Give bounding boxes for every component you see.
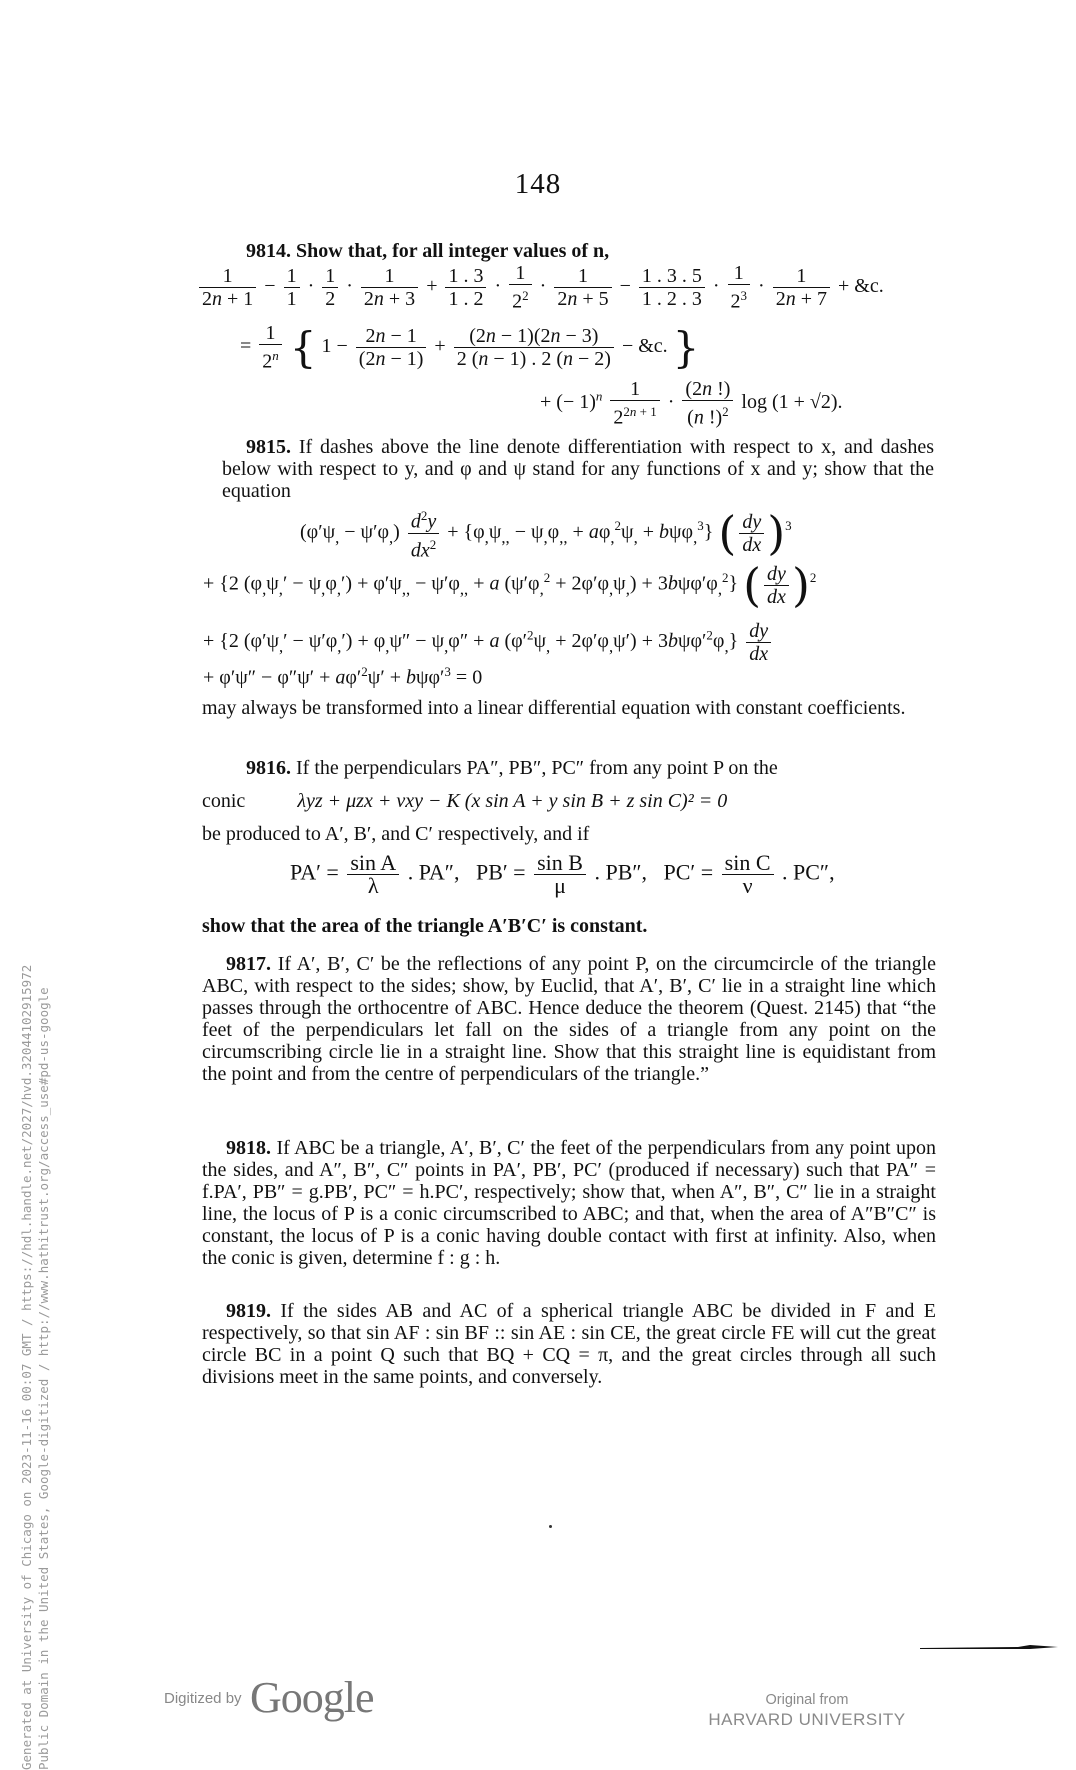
equation-line-4: + $\varphi'\psi'' - \varphi''\psi' + a\varphi'^2\psi' + b\psi\varphi'^3 = 0$ — [203, 664, 483, 689]
equation-line-2: + {2 $(\varphi_,\psi_,' - \psi_,\varphi_,') + \varphi'\psi_{,,} - \psi'\varphi_{,,} + a$ $(\psi'\varphi_,^2 + 2\varphi'\varphi_,\psi_,) + 3b\psi\varphi'\varphi_,^2$} ( $\frac{dy}{dx}$ )$^2$ — [203, 558, 817, 612]
problem-9816-conclusion: show that the area of the triangle A′B′C′ is constant. — [202, 915, 648, 937]
problem-9814 — [222, 240, 934, 262]
pa-equation: PA′ = $\frac{\text{sin A}}{\lambda}$ . PA″, PB′ = $\frac{\text{sin B}}{\mu}$ . PB″, PC′ = $\frac{\text{sin C}}{\nu}$ . PC″, — [290, 850, 835, 898]
conic-label: conic — [202, 790, 246, 812]
problem-number: 9814. — [246, 240, 291, 262]
problem-text: If ABC be a triangle, A′, B′, C′ the feet of the perpendiculars from any point upon the sides, and A″, B″, C″ points in PA′, PB′, PC′ (produced if necessary) such that PA″ = f.PA′, PB″ = g.PB′, PC″ = h.PC′, respectively; show that, when A″, B″, C″ lie in a straight line, the locus of P is a conic circumscribed to ABC; and that, when the area of A″B″C″ is constant, the locus of P is a conic having double contact with first at infinity. Also, when the conic is given, determine f : g : h. — [202, 1137, 936, 1269]
problem-9815 — [222, 436, 934, 502]
page-rule — [920, 1644, 1058, 1650]
watermark-line-2: Public Domain in the United States, Google-digitized / http://www.hathitrust.org/access_use#pd-us-google — [36, 987, 51, 1770]
problem-number: 9815. — [246, 436, 291, 458]
conic-line — [202, 790, 727, 813]
problem-9818 — [202, 1137, 936, 1269]
stray-dot — [549, 1525, 552, 1528]
digitized-by-label: Digitized by — [164, 1690, 242, 1707]
equation-line-1: $(\varphi'\psi_, - \psi'\varphi_,)$ $\frac{d^2y}{dx^2}$ + $\{\varphi_,\psi_{,,} - \psi_,\varphi_{,,} + a\varphi_,^2\psi_, + b\psi\varphi_,^3\}$ ( $\frac{dy}{dx}$ )$^3$ — [300, 506, 792, 562]
problem-9819 — [202, 1300, 936, 1388]
problem-text: If A′, B′, C′ be the reflections of any point P, on the circumcircle of the triangle ABC, with respect to the sides; show, by Euclid, that A′, B′, C′ lie in a straight line which passes through the orthocentre of ABC. Hence deduce the theorem (Quest. 2145) that “the feet of the perpendiculars let fall on the sides of a triangle from any point on the circumscribing circle lie in a straight line. Show that this straight line is equidistant from the point and from the centre of perpendiculars of the triangle.” — [202, 953, 937, 1085]
problem-text: Show that, for all integer values of n, — [296, 240, 610, 262]
problem-9816 — [222, 757, 934, 779]
google-logo: Google — [250, 1673, 374, 1722]
problem-9815-conclusion: may always be transformed into a linear differential equation with constant coefficients. — [202, 697, 906, 719]
problem-text: If dashes above the line denote differentiation with respect to x, and dashes below with respect to y, and φ and ψ stand for any functions of x and y; show that the equation — [222, 436, 935, 502]
problem-number: 9818. — [226, 1137, 271, 1159]
problem-text: If the perpendiculars PA″, PB″, PC″ from any point P on the — [296, 757, 778, 779]
series-rhs-1: = $\frac{1}{2^n}$ { 1 − $\frac{2n - 1}{(2n - 1)}$ + $\frac{(2n - 1)(2n - 3)}{2 (n - 1) . 2 (n - 2)}$ − &c. } — [240, 322, 700, 373]
university-name: HARVARD UNIVERSITY — [708, 1710, 906, 1729]
problem-text: If the sides AB and AC of a spherical triangle ABC be divided in F and E respectively, so that sin AF : sin BF :: sin AE : sin CE, the great circle FE will cut the great circle BC in a point Q such that BQ + CQ = π, and the great circles through all such divisions meet in the same points, and conversely. — [202, 1300, 936, 1388]
problem-number: 9819. — [226, 1300, 271, 1322]
problem-9817 — [202, 953, 936, 1085]
series-equation: $\frac{1}{2n + 1}$ − $\frac{1}{1}$ · $\frac{1}{2}$ · $\frac{1}{2n + 3}$ + $\frac{1 . 3}{1 . 2}$ · $\frac{1}{2^2}$ · $\frac{1}{2n + 5}$ − $\frac{1 . 3 . 5}{1 . 2 . 3}$ · $\frac{1}{2^3}$ · $\frac{1}{2n + 7}$ + &c. — [196, 262, 884, 313]
series-rhs-2: + (− 1)$^n$ $\frac{1}{2^{2n + 1}}$ · $\frac{(2n !)}{(n !)^2}$ log (1 + √2). — [540, 378, 843, 429]
problem-number: 9817. — [226, 953, 271, 975]
problem-9816-after: be produced to A′, B′, and C′ respectively, and if — [202, 823, 590, 845]
original-from-label: Original from — [765, 1692, 849, 1708]
original-from — [707, 1690, 907, 1730]
watermark-line-1: Generated at University of Chicago on 2023-11-16 00:07 GMT / https://hdl.handle.net/2027/hvd.32044102915972 — [19, 964, 34, 1770]
problem-number: 9816. — [246, 757, 291, 779]
page-number: 148 — [514, 168, 562, 200]
equation-line-3: + {2 $(\varphi'\psi_,' - \psi'\varphi_,') + \varphi_,\psi'' - \psi_,\varphi'' + a$ $(\varphi'^2\psi_, + 2\varphi'\varphi_,\psi') + 3b\psi\varphi'^2\varphi_,$} $\frac{dy}{dx}$ — [203, 620, 774, 665]
hathitrust-watermark — [18, 570, 58, 1770]
conic-equation: λyz + μzx + νxy − K (x sin A + y sin B + z sin C)² = 0 — [297, 790, 728, 812]
